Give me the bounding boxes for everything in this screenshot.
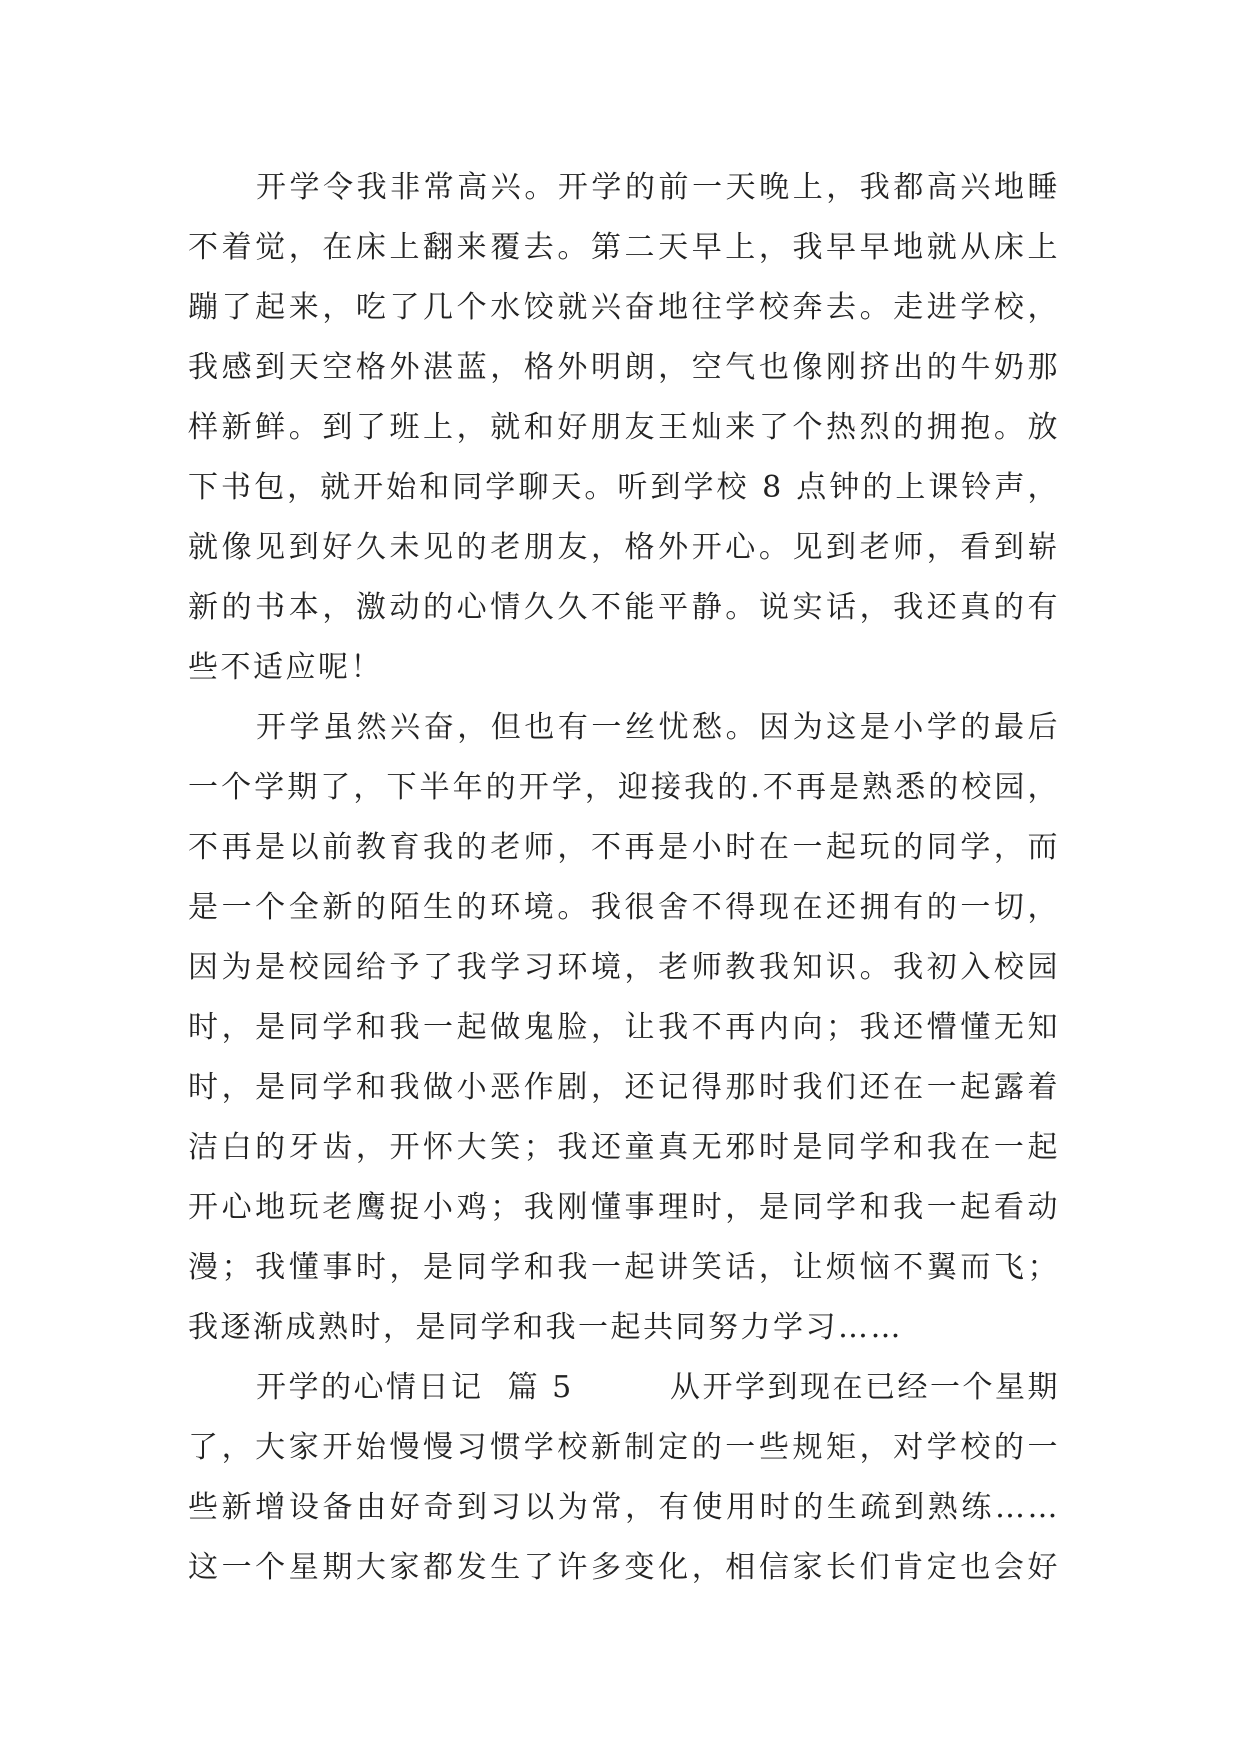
text-line: 我感到天空格外湛蓝，格外明朗，空气也像刚挤出的牛奶那 [188,350,1060,385]
article-body [188,158,1060,1598]
text-line: 不再是以前教育我的老师，不再是小时在一起玩的同学，而 [188,830,1060,865]
text-line: 些不适应呢！ [188,650,383,685]
text-line: 开心地玩老鹰捉小鸡；我刚懂事理时，是同学和我一起看动 [188,1190,1060,1225]
text-line: 时，是同学和我一起做鬼脸，让我不再内向；我还懵懂无知 [188,1010,1060,1045]
text-line: 开学虽然兴奋，但也有一丝忧愁。因为这是小学的最后 [256,710,1060,745]
text-line: 洁白的牙齿，开怀大笑；我还童真无邪时是同学和我在一起 [188,1130,1060,1165]
text-line: 开学令我非常高兴。开学的前一天晚上，我都高兴地睡 [256,170,1060,205]
text-line: 我逐渐成熟时，是同学和我一起共同努力学习…… [188,1310,903,1345]
text-line: 些新增设备由好奇到习以为常，有使用时的生疏到熟练…… [188,1490,1060,1525]
text-line: 因为是校园给予了我学习环境，老师教我知识。我初入校园 [188,950,1060,985]
text-line: 开学的心情日记 篇 5 从开学到现在已经一个星期 [256,1370,1060,1405]
text-line: 是一个全新的陌生的环境。我很舍不得现在还拥有的一切， [188,890,1060,925]
text-line: 了，大家开始慢慢习惯学校新制定的一些规矩，对学校的一 [188,1430,1060,1465]
text-line: 下书包，就开始和同学聊天。听到学校 8 点钟的上课铃声， [188,470,1060,505]
text-line: 样新鲜。到了班上，就和好朋友王灿来了个热烈的拥抱。放 [188,410,1060,445]
text-line: 一个学期了，下半年的开学，迎接我的.不再是熟悉的校园， [188,770,1060,805]
text-line: 新的书本，激动的心情久久不能平静。说实话，我还真的有 [188,590,1060,625]
text-line: 漫；我懂事时，是同学和我一起讲笑话，让烦恼不翼而飞； [188,1250,1060,1285]
text-line: 时，是同学和我做小恶作剧，还记得那时我们还在一起露着 [188,1070,1060,1105]
text-line: 这一个星期大家都发生了许多变化，相信家长们肯定也会好 [188,1550,1060,1585]
text-line: 不着觉，在床上翻来覆去。第二天早上，我早早地就从床上 [188,230,1060,265]
text-line: 就像见到好久未见的老朋友，格外开心。见到老师，看到崭 [188,530,1060,565]
text-line: 蹦了起来，吃了几个水饺就兴奋地往学校奔去。走进学校， [188,290,1060,325]
